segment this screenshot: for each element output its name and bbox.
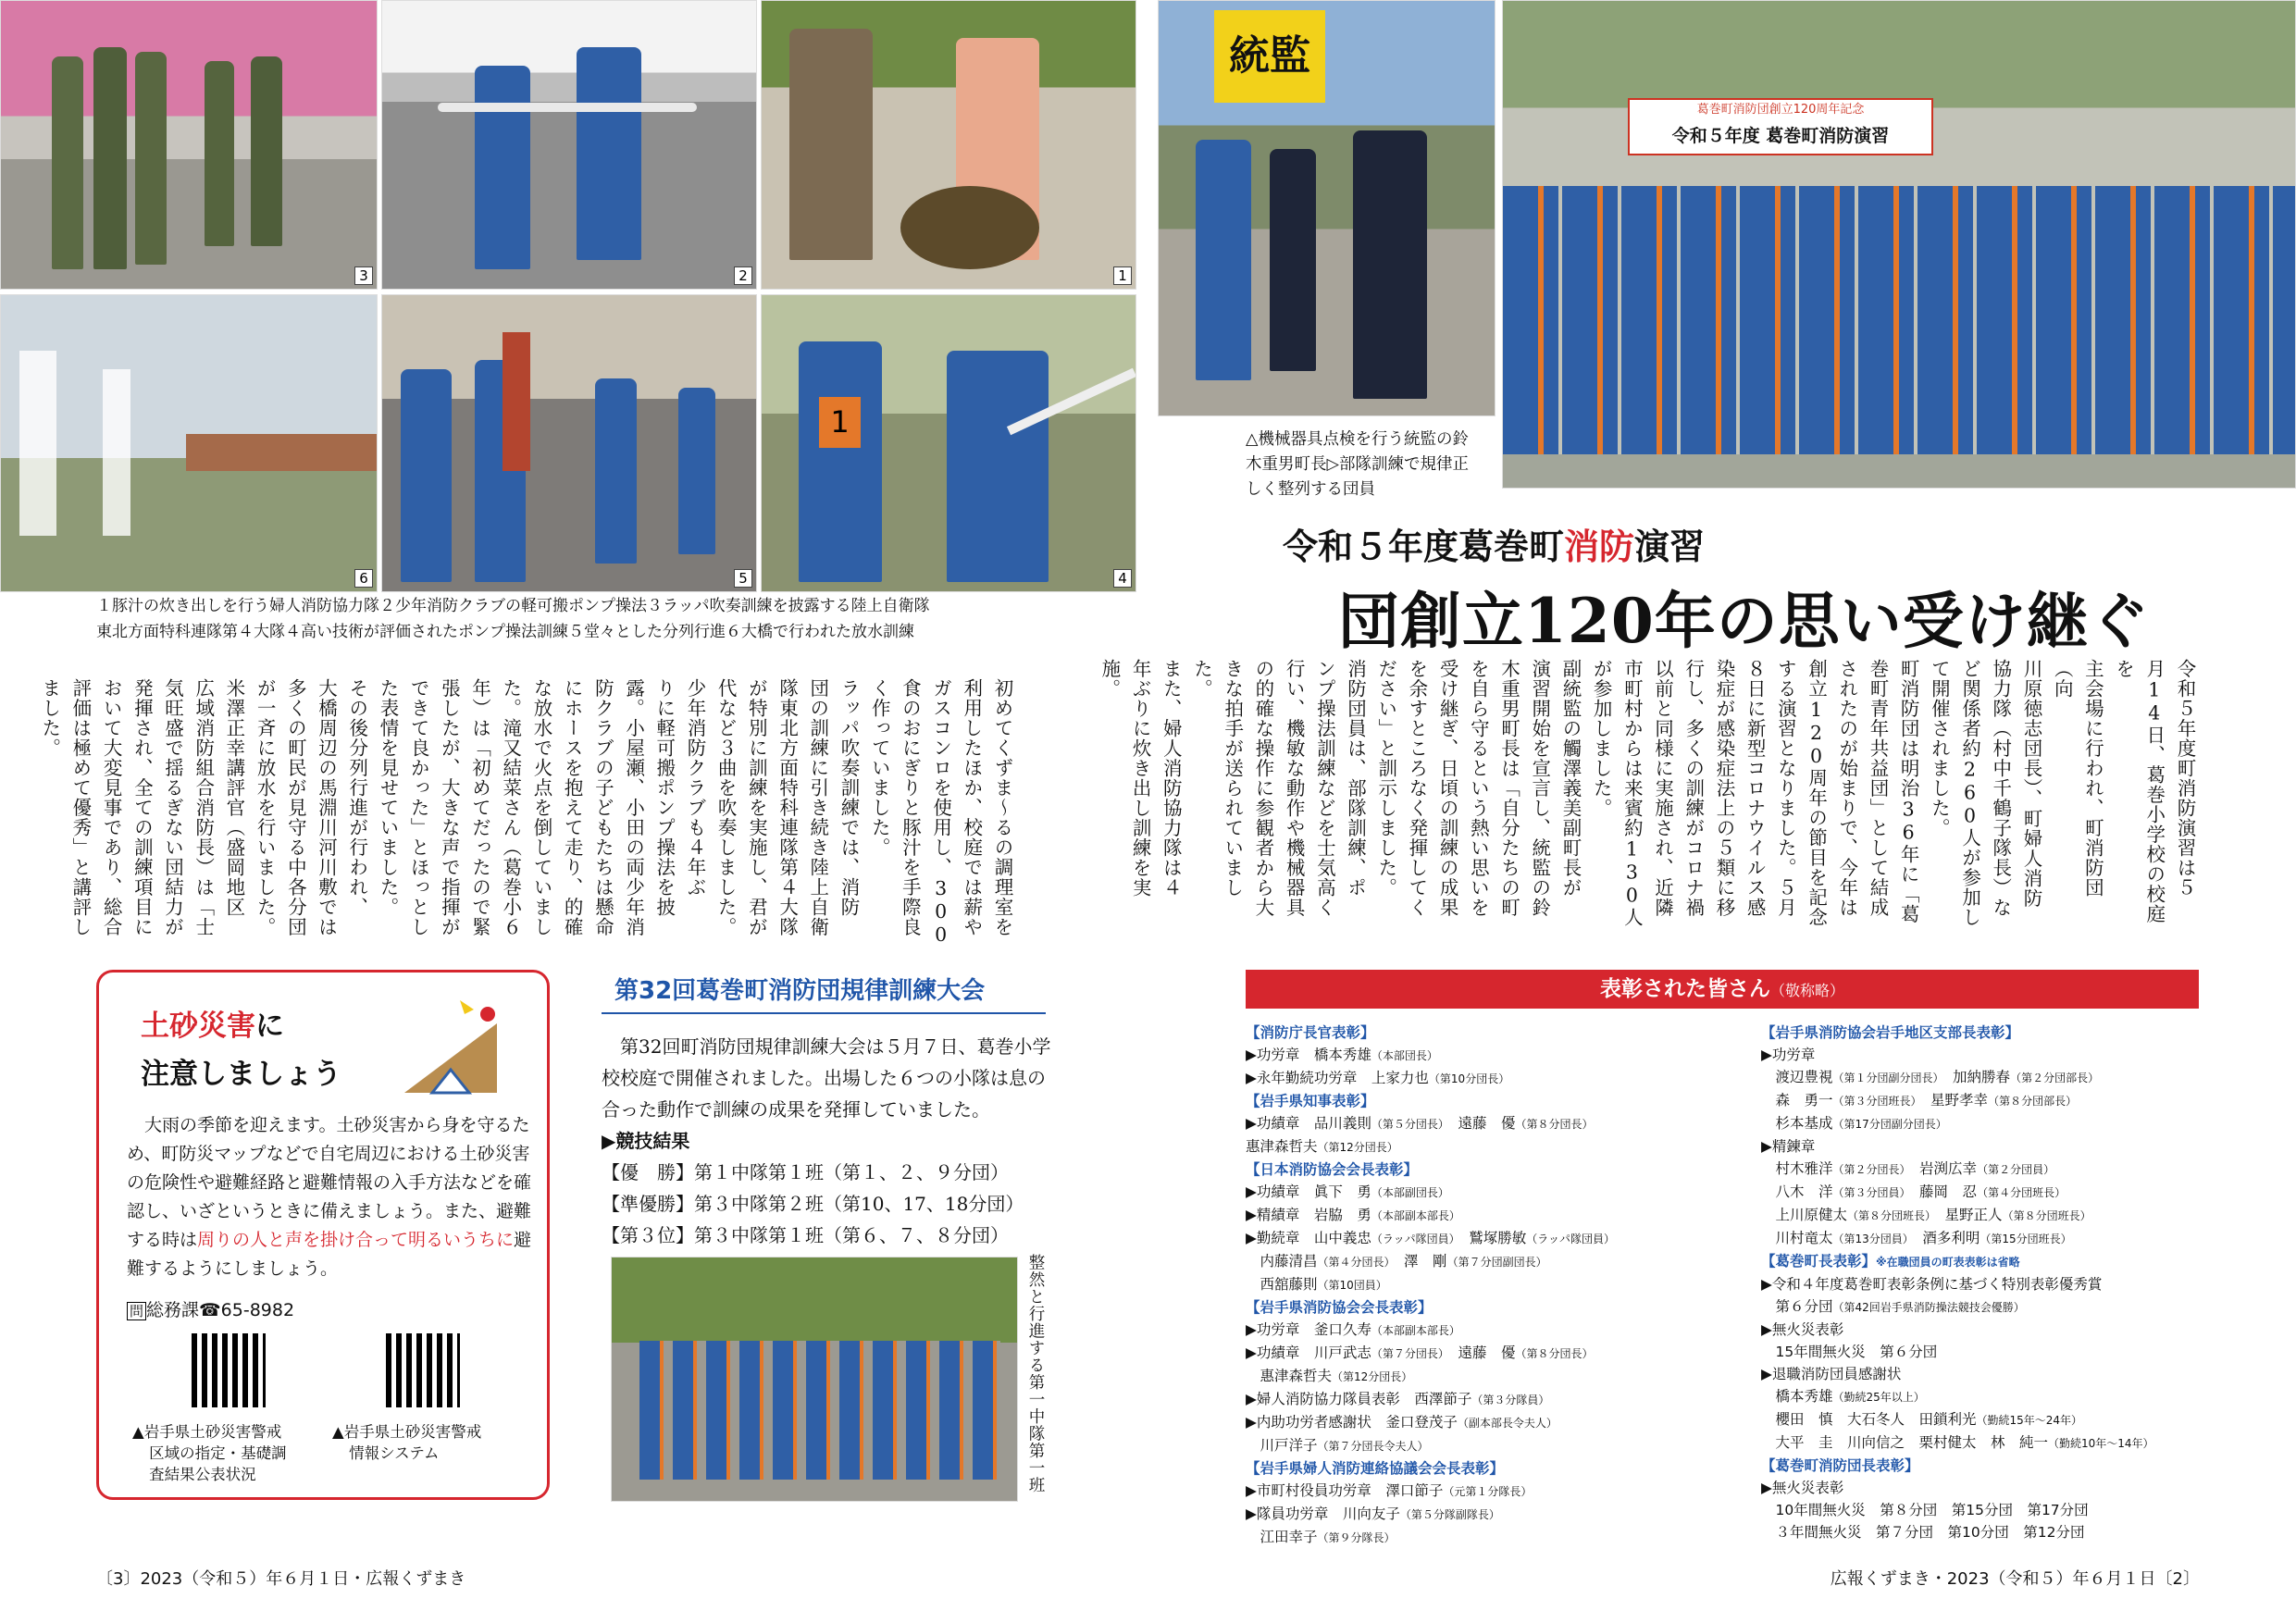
award-text: 15年間無火災 第６分団: [1761, 1344, 1938, 1360]
sabo-box: [96, 970, 550, 1500]
kiritsu-title: 第32回葛巻町消防団規律訓練大会: [614, 977, 986, 1005]
award-text: 渡辺豊視: [1761, 1069, 1833, 1085]
article-line: できて良かった」とほっとし: [407, 678, 430, 937]
photo-number: 6: [354, 569, 373, 588]
award-text: ▶勤続章 山中義忠: [1246, 1230, 1371, 1246]
award-text: 杉本基成: [1761, 1115, 1833, 1132]
award-text: 【消防庁長官表彰】: [1246, 1024, 1375, 1041]
article-line: 利用したほか、校庭では薪や: [960, 678, 983, 937]
sabo-title: [141, 1002, 341, 1098]
award-entry: [1761, 1066, 2196, 1089]
photo-caption-left: [96, 593, 1142, 645]
award-text: 【岩手県消防協会岩手地区支部長表彰】: [1761, 1024, 2020, 1041]
award-entry: [1246, 1434, 1750, 1457]
kicker-post: 演習: [1634, 527, 1706, 567]
sabo-body: [127, 1111, 534, 1283]
headline-title: 団創立120年の思い受け継ぐ: [1338, 585, 2151, 657]
qr2-caption: [332, 1421, 481, 1464]
article-line: 創立120周年の節目を記念: [1805, 659, 1828, 927]
qr2-caption-line: ▲岩手県土砂災害警戒: [332, 1423, 482, 1441]
photo-2-youth-pump: [381, 0, 757, 290]
award-note: （第42回岩手県消防操法競技会優勝）: [1832, 1301, 2025, 1314]
award-entry: [1761, 1431, 2196, 1455]
article-line: 以前と同様に実施され、近隣: [1651, 659, 1674, 918]
flag-text: 統監: [1214, 10, 1325, 103]
award-text: 岩渕広幸: [1919, 1160, 1978, 1177]
article-line: 代など３曲を吹奏しました。: [714, 678, 738, 937]
award-text: ▶隊員功労章 川向友子: [1246, 1505, 1400, 1522]
award-text: 八木 洋: [1761, 1183, 1833, 1200]
photo-number: 1: [1113, 266, 1132, 285]
article-line: 染症が感染症法上の５類に移: [1712, 659, 1735, 918]
article-line: 多くの町民が見守る中各分団: [284, 678, 307, 937]
award-text: ▶無火災表彰: [1761, 1321, 1844, 1338]
award-entry: [1761, 1204, 2196, 1227]
award-entry: [1246, 1135, 1750, 1158]
award-entry: [1761, 1273, 2196, 1295]
article-left: [34, 678, 1018, 956]
award-entry: [1761, 1521, 2196, 1543]
article-line: されたのが始まりで、今年は: [1835, 659, 1858, 918]
award-note: （第４分団長）: [1317, 1256, 1390, 1269]
award-entry: [1761, 1295, 2196, 1319]
sabo-title-red: 土砂災害: [141, 1010, 255, 1043]
award-entry: [1246, 1342, 1750, 1365]
article-line: を余すところなく発揮してく: [1405, 659, 1428, 918]
photo-6-water-discharge: [0, 294, 378, 592]
article-line: ８日に新型コロナウイルス感: [1744, 659, 1767, 918]
award-note: （第５分団長）: [1371, 1118, 1444, 1131]
photo-1-cooking: [761, 0, 1136, 290]
award-text: 星野正人: [1944, 1207, 2003, 1223]
award-text: 【岩手県消防協会会長表彰】: [1246, 1299, 1433, 1316]
caption-line: 木重男町長▷部隊訓練で規律正: [1246, 455, 1469, 474]
award-text: 川村竜太: [1761, 1230, 1833, 1246]
award-category: [1761, 1022, 2196, 1044]
award-text: 橋本秀雄: [1761, 1388, 1833, 1405]
award-entry: [1246, 1273, 1750, 1296]
qr1-caption-line: ▲岩手県土砂災害警戒: [132, 1423, 282, 1441]
article-line: 副統監の觸澤義美副町長が: [1558, 659, 1582, 898]
article-line: にホースを抱えて走り、的確: [561, 678, 584, 937]
award-text: 第６分団: [1761, 1298, 1833, 1315]
photo-formation: [1502, 0, 2296, 489]
award-category: [1246, 1090, 1750, 1112]
awards-col-2: [1761, 1022, 2196, 1543]
award-category: [1246, 1158, 1750, 1181]
photo-5-parade: [381, 294, 757, 592]
award-note: （第４分団班長）: [1977, 1186, 2066, 1199]
award-text: 10年間無火災 第８分団 第15分団 第17分団: [1761, 1502, 2089, 1518]
award-entry: [1246, 1227, 1750, 1250]
award-entry: [1761, 1158, 2196, 1181]
award-entry: [1761, 1341, 2196, 1363]
qr1-caption: [132, 1421, 287, 1485]
award-note: （勤続25年以上）: [1832, 1391, 1925, 1404]
award-entry: [1761, 1477, 2196, 1499]
award-note: （ラッパ隊団員）: [1371, 1233, 1455, 1245]
sabo-body-1: 大雨の季節を迎えます。土砂災害から身を守るため、町防災マップなどで自宅周辺における土砂災害の危険性や避難経路と避難情報の入手方法などを確認し、いざというときに備えましょう。また、避難する時は: [127, 1115, 532, 1250]
award-text: 大平 圭 川向信之 栗村健太 林 純一: [1761, 1434, 2049, 1451]
qr1-caption-line: 査結果公表状況: [149, 1466, 256, 1483]
award-category: [1761, 1250, 2196, 1273]
award-text: 西舘藤則: [1246, 1276, 1318, 1293]
award-entry: [1246, 1204, 1750, 1227]
photo-caption-right: [1246, 427, 1505, 502]
award-entry: [1761, 1044, 2196, 1066]
award-entry: [1246, 1388, 1750, 1411]
award-note: （第２分団員）: [1977, 1163, 2055, 1176]
article-line: く作っていました。: [868, 678, 891, 858]
result-value: 第１中隊第１班（第１、２、９分団）: [694, 1161, 1009, 1183]
caption-line: しく整列する団員: [1246, 480, 1375, 499]
article-line: おいて大変見事であり、総合: [100, 678, 123, 937]
award-note: （第15分団班長）: [1980, 1233, 2072, 1245]
banner-small: 葛巻町消防団創立120周年記念: [1696, 103, 1865, 117]
article-line: 演習開始を宣言し、統監の鈴: [1528, 659, 1551, 918]
qr2-caption-line: 情報システム: [349, 1444, 440, 1462]
footer-right: 広報くずまき・2023（令和５）年６月１日〔2〕: [1830, 1569, 2200, 1589]
award-note: （第５分隊副隊長）: [1399, 1508, 1500, 1521]
article-line: が特別に訓練を実施し、君が: [745, 678, 768, 937]
award-note: （本部副本部長）: [1371, 1324, 1460, 1337]
award-text: ▶功労章 釜口久寿: [1246, 1321, 1371, 1338]
photo-number: 3: [354, 266, 373, 285]
award-note: （第10団員）: [1317, 1279, 1387, 1292]
article-right: [1094, 659, 2200, 936]
awards-header: [1246, 970, 2199, 1009]
article-line: 大橋周辺の馬淵川河川敷では: [315, 678, 338, 937]
sabo-contact: [127, 1296, 294, 1321]
award-entry: [1246, 1250, 1750, 1273]
award-entry: [1246, 1067, 1750, 1090]
award-text: 村木雅洋: [1761, 1160, 1833, 1177]
result-label: 【優 勝】: [602, 1161, 694, 1183]
award-text: ▶市町村役員功労章 澤口節子: [1246, 1482, 1444, 1499]
award-note: （第13分団員）: [1832, 1233, 1908, 1245]
award-note: （第12分団長）: [1317, 1141, 1398, 1154]
award-entry: [1761, 1385, 2196, 1408]
article-line: が一斉に放水を行いました。: [254, 678, 277, 937]
kiritsu-body: 第32回町消防団規律訓練大会は５月７日、葛巻小学校校庭で開催されました。出場した６つの小隊は息の合った動作で訓練の成果を発揮していました。: [602, 1035, 1051, 1121]
award-text: ▶退職消防団員感謝状: [1761, 1366, 1902, 1382]
award-note: （第２分団長）: [1832, 1163, 1905, 1176]
award-text: 【岩手県婦人消防連絡協議会会長表彰】: [1246, 1460, 1505, 1477]
award-entry: [1761, 1181, 2196, 1204]
award-note: （第12分団長）: [1332, 1370, 1413, 1383]
award-entry: [1246, 1526, 1750, 1549]
award-note: （第８分団班長）: [2002, 1209, 2091, 1222]
photo-number: 2: [734, 266, 752, 285]
article-line: ど関係者約260人が参加し: [1958, 659, 1981, 927]
article-line: 市町村からは来賓約130人: [1620, 659, 1644, 927]
photo-kiritsu-march: [611, 1257, 1018, 1502]
award-text: 藤岡 忍: [1919, 1183, 1978, 1200]
qr-code-1[interactable]: [192, 1333, 266, 1407]
award-note: （第17分団副分団長）: [1832, 1118, 1947, 1131]
photo-3-bugle: [0, 0, 378, 290]
award-text: ▶精績章 岩脇 勇: [1246, 1207, 1371, 1223]
award-entry: [1246, 1503, 1750, 1526]
award-category: [1246, 1296, 1750, 1319]
article-line: 広域消防組合消防長）は「士: [192, 678, 215, 937]
award-text: 【葛巻町長表彰】: [1761, 1253, 1877, 1270]
award-entry: [1761, 1227, 2196, 1250]
award-note: ※在職団員の町表表彰は省略: [1876, 1256, 2020, 1269]
awards-sub: （敬称略）: [1769, 982, 1844, 999]
award-note: （第３分団班長）: [1832, 1095, 1917, 1108]
award-note: （第８分団部長）: [1988, 1095, 2078, 1108]
banner-large: 令和５年度 葛巻町消防演習: [1671, 126, 1890, 146]
article-line: その後分列行進が行われ、: [345, 678, 368, 917]
article-line: 行い、機敏な動作や機械器具: [1283, 659, 1306, 918]
award-note: （第２分団部長）: [2010, 1072, 2100, 1084]
sabo-body-red: 周りの人と声を掛け合って明るいうちに: [197, 1230, 515, 1250]
kicker-pre: 令和５年度葛巻町: [1283, 527, 1565, 567]
photo-number: 5: [734, 569, 752, 588]
award-text: 酒多利明: [1922, 1230, 1980, 1246]
article-line: 行し、多くの訓練がコロナ禍: [1682, 659, 1705, 918]
award-entry: [1246, 1319, 1750, 1342]
award-text: ▶功労章: [1761, 1047, 1816, 1063]
award-note: （第３分団員）: [1832, 1186, 1905, 1199]
award-entry: [1246, 1181, 1750, 1204]
award-note: （ラッパ隊団員）: [1526, 1233, 1615, 1245]
article-line: た表情を見せていました。: [376, 678, 399, 917]
article-line: 評価は極めて優秀」と講評し: [68, 678, 92, 937]
award-entry: [1761, 1408, 2196, 1431]
sabo-title-line2: 注意しましょう: [141, 1058, 341, 1091]
article-line: 露。小屋瀬、小田の両少年消: [622, 678, 645, 937]
award-category: [1246, 1022, 1750, 1044]
article-line: の的確な操作に参観者から大: [1251, 659, 1274, 918]
award-text: ▶精錬章: [1761, 1138, 1816, 1155]
award-text: ▶功績章 川戸武志: [1246, 1344, 1371, 1361]
caption-line: 東北方面特科連隊第４大隊４高い技術が評価されたポンプ操法訓練５堂々とした分列行進６大橋で行われた放水訓練: [96, 623, 914, 641]
article-line: 隊東北方面特科連隊第４大隊: [776, 678, 799, 937]
article-line: た。滝又結菜さん（葛巻小６: [499, 678, 522, 937]
result-value: 第３中隊第１班（第６、７、８分団）: [694, 1224, 1009, 1246]
award-text: 遠藤 優: [1458, 1115, 1516, 1132]
kiritsu-photo-caption: 整然と行進する第一中隊第一班: [1026, 1254, 1045, 1493]
award-note: （第７分団副団長）: [1446, 1256, 1547, 1269]
award-text: 【岩手県知事表彰】: [1246, 1093, 1375, 1109]
award-text: 櫻田 慎 大石冬人 田鎖利光: [1761, 1411, 1977, 1428]
award-text: 森 勇一: [1761, 1092, 1833, 1109]
article-line: ました。: [38, 678, 61, 758]
article-line: 主会場に行われ、町消防団（向: [2051, 659, 2104, 898]
award-text: ▶功績章 眞下 勇: [1246, 1183, 1371, 1200]
award-note: （第８分団班長）: [1847, 1209, 1931, 1222]
caption-line: １豚汁の炊き出しを行う婦人消防協力隊２少年消防クラブの軽可搬ポンプ操法３ラッパ吹奏訓練を披露する陸上自衛隊: [96, 597, 930, 615]
award-text: 内藤清昌: [1246, 1253, 1318, 1270]
award-note: （勤続10年～14年）: [2048, 1437, 2154, 1450]
landslide-icon: [395, 996, 506, 1097]
award-entry: [1246, 1480, 1750, 1503]
award-note: （第３分隊員）: [1471, 1394, 1550, 1406]
award-note: （本部団長）: [1371, 1049, 1438, 1062]
article-line: 少年消防クラブも４年ぶ: [683, 678, 706, 898]
article-line: ラッパ吹奏訓練では、消防: [837, 678, 860, 917]
article-line: 発揮され、全ての訓練項目に: [130, 678, 154, 937]
award-text: 【日本消防協会会長表彰】: [1246, 1161, 1419, 1178]
award-note: （第１分団副分団長）: [1832, 1072, 1939, 1084]
article-line: 木重男町長は「自分たちの町: [1497, 659, 1520, 918]
photo-inspection: [1158, 0, 1496, 416]
award-category: [1246, 1457, 1750, 1480]
award-note: （第７分団長）: [1371, 1347, 1444, 1360]
awards-col-1: [1246, 1022, 1750, 1549]
award-text: 上川原健太: [1761, 1207, 1848, 1223]
award-text: ▶永年勤続功労章 上家力也: [1246, 1070, 1429, 1086]
kiritsu-results: [602, 1125, 1064, 1251]
award-entry: [1761, 1363, 2196, 1385]
award-note: （本部副団長）: [1371, 1186, 1449, 1199]
article-line: また、婦人消防協力隊は４: [1160, 659, 1183, 898]
award-text: 加納勝春: [1953, 1069, 2011, 1085]
article-line: ンプ操法訓練などを士気高く: [1313, 659, 1336, 918]
award-note: （第７分団長令夫人）: [1317, 1440, 1429, 1453]
bib-number: 1: [819, 397, 861, 448]
award-note: （本部副本部長）: [1371, 1209, 1460, 1222]
article-line: 月14日、葛巻小学校の校庭を: [2112, 659, 2166, 924]
article-line: 巻町青年共益団」として結成: [1866, 659, 1889, 918]
photo-number: 4: [1113, 569, 1132, 588]
article-line: 消防団員は、部隊訓練、ポ: [1344, 659, 1367, 898]
article-line: 令和５年度町消防演習は５: [2174, 659, 2196, 898]
qr-code-2[interactable]: [386, 1333, 460, 1407]
award-category: [1761, 1455, 2196, 1477]
qr1-caption-line: 区域の指定・基礎調: [149, 1444, 287, 1462]
award-note: （第10分団長）: [1428, 1072, 1510, 1085]
award-entry: [1761, 1499, 2196, 1521]
article-line: 張したが、大きな声で指揮が: [438, 678, 461, 937]
headline-kicker: [1283, 518, 1705, 569]
award-note: （第８分団長）: [1515, 1347, 1594, 1360]
article-line: が参加しました。: [1590, 659, 1613, 818]
award-entry: [1761, 1319, 2196, 1341]
award-text: 川戸洋子: [1246, 1437, 1318, 1454]
caption-line: △機械器具点検を行う統監の鈴: [1246, 430, 1469, 449]
results-head: ▶競技結果: [602, 1130, 690, 1152]
award-text: 江田幸子: [1246, 1529, 1318, 1545]
article-line: な放水で火点を倒していまし: [529, 678, 552, 937]
award-text: 【葛巻町消防団長表彰】: [1761, 1457, 1919, 1474]
kiritsu-rule: [602, 1012, 1046, 1014]
award-text: ▶内助功労者感謝状 釜口登茂子: [1246, 1414, 1458, 1431]
award-note: （第８分団長）: [1515, 1118, 1594, 1131]
article-line: て開催されました。: [1928, 659, 1951, 838]
sabo-body-2: 避難するようにしましょう。: [127, 1230, 532, 1279]
award-text: ▶無火災表彰: [1761, 1480, 1844, 1496]
award-note: （第９分隊長）: [1317, 1531, 1396, 1544]
article-line: 米澤正幸講評官（盛岡地区: [222, 678, 245, 917]
award-entry: [1246, 1112, 1750, 1135]
award-note: （副本部長令夫人）: [1457, 1417, 1558, 1430]
article-line: きな拍手が送られていました。: [1190, 659, 1244, 898]
article-line: 川原徳志団長）、町婦人消防: [2019, 659, 2042, 909]
article-line: 町消防団は明治36年に「葛: [1897, 659, 1920, 924]
award-text: 惠津森哲夫: [1246, 1138, 1318, 1155]
kicker-red: 消防: [1564, 527, 1635, 567]
award-text: 遠藤 優: [1458, 1344, 1516, 1361]
award-text: ▶功績章 品川義則: [1246, 1115, 1371, 1132]
article-line: 防クラブの子どもたちは懸命: [591, 678, 614, 937]
contact-label: 問: [127, 1302, 146, 1320]
award-text: 惠津森哲夫: [1246, 1368, 1333, 1384]
award-text: 鷲塚勝敏: [1469, 1230, 1527, 1246]
result-value: 第３中隊第２班（第10、17、18分団）: [694, 1193, 1024, 1215]
article-line: りに軽可搬ポンプ操法を披: [652, 678, 676, 917]
article-line: 気旺盛で揺るぎない団結力が: [161, 678, 184, 937]
award-entry: [1246, 1044, 1750, 1067]
result-label: 【準優勝】: [602, 1193, 694, 1215]
contact-text: 総務課☎65-8982: [146, 1300, 295, 1320]
article-line: 年）は「初めてだったので緊: [468, 678, 491, 937]
award-text: 星野孝幸: [1930, 1092, 1989, 1109]
awards-title: 表彰された皆さん: [1599, 977, 1770, 1001]
award-text: ▶令和４年度葛巻町表彰条例に基づく特別表彰優秀賞: [1761, 1276, 2103, 1293]
article-line: ガスコンロを使用し、300: [929, 678, 952, 947]
footer-left: 〔3〕2023（令和５）年６月１日・広報くずまき: [96, 1569, 466, 1589]
award-entry: [1246, 1411, 1750, 1434]
article-line: 団の訓練に引き続き陸上自衛: [806, 678, 829, 937]
article-line: 初めてくずま～るの調理室を: [991, 678, 1013, 937]
photo-4-pump-drill: [761, 294, 1136, 592]
article-line: ださい」と訓示しました。: [1374, 659, 1397, 898]
article-line: 食のおにぎりと豚汁を手際良: [899, 678, 922, 937]
article-line: 協力隊（村中千鶴子隊長）な: [1989, 659, 2012, 918]
sabo-title-rest: に: [255, 1010, 284, 1043]
award-entry: [1761, 1135, 2196, 1158]
award-entry: [1761, 1112, 2196, 1135]
article-line: 年ぶりに炊き出し訓練を実施。: [1098, 659, 1152, 898]
article-line: を自ら守るという熱い思いを: [1467, 659, 1490, 918]
award-note: （元第１分隊長）: [1443, 1485, 1533, 1498]
award-text: ▶婦人消防協力隊員表彰 西澤節子: [1246, 1391, 1472, 1407]
result-label: 【第３位】: [602, 1224, 694, 1246]
award-text: 澤 剛: [1404, 1253, 1447, 1270]
award-text: ３年間無火災 第７分団 第10分団 第12分団: [1761, 1524, 2085, 1541]
article-line: する演習となりました。５月: [1774, 659, 1797, 918]
award-entry: [1246, 1365, 1750, 1388]
award-entry: [1761, 1089, 2196, 1112]
article-line: 受け継ぎ、日頃の訓練の成果: [1436, 659, 1459, 918]
award-text: ▶功労章 橋本秀雄: [1246, 1047, 1371, 1063]
award-note: （勤続15年～24年）: [1976, 1414, 2083, 1427]
event-banner: [1628, 98, 1933, 155]
